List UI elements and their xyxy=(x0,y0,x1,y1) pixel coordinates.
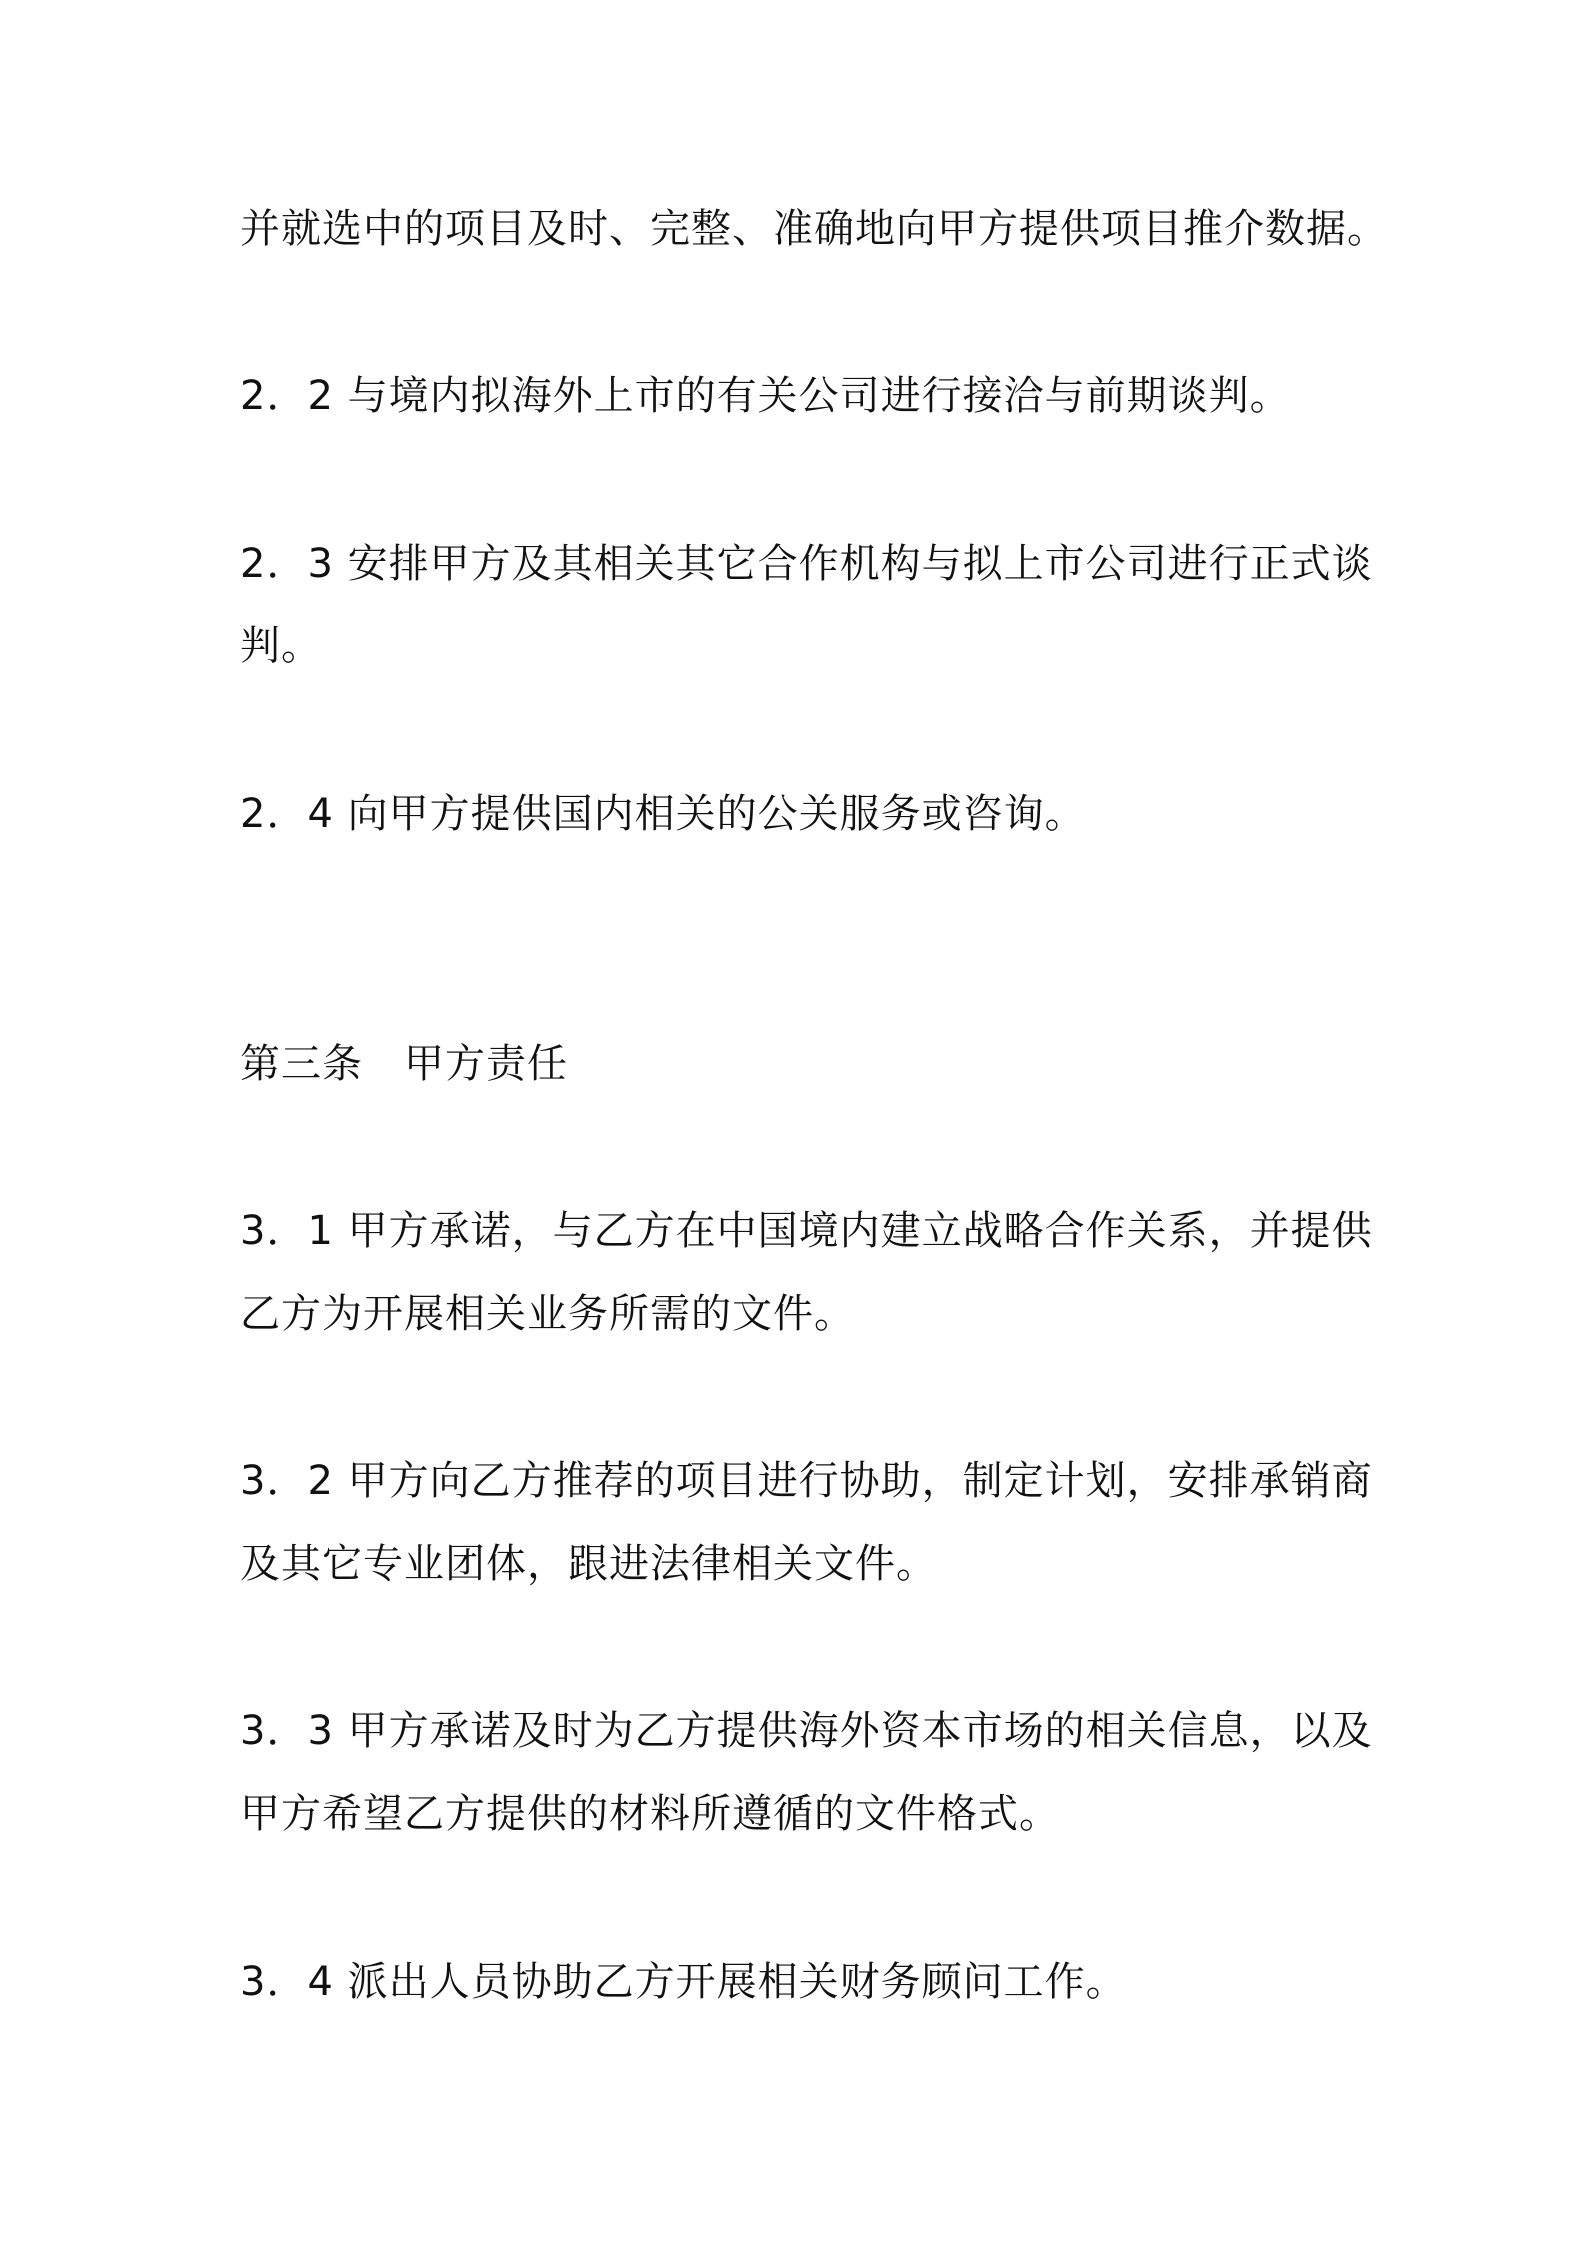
clause-2-1-continuation: 并就选中的项目及时、完整、准确地向甲方提供项目推介数据。 xyxy=(240,206,1388,252)
clause-3-2-line-1: 3．2 甲方向乙方推荐的项目进行协助，制定计划，安排承销商 xyxy=(240,1458,1373,1504)
clause-2-2: 2．2 与境内拟海外上市的有关公司进行接洽与前期谈判。 xyxy=(240,373,1291,419)
clause-3-4: 3．4 派出人员协助乙方开展相关财务顾问工作。 xyxy=(240,1959,1127,2005)
section-heading-article-3: 第三条 甲方责任 xyxy=(240,1041,568,1087)
clause-3-3-line-2: 甲方希望乙方提供的材料所遵循的文件格式。 xyxy=(240,1791,1060,1837)
clause-3-2-line-2: 及其它专业团体，跟进法律相关文件。 xyxy=(240,1541,937,1587)
clause-3-1-line-1: 3．1 甲方承诺，与乙方在中国境内建立战略合作关系，并提供 xyxy=(240,1208,1373,1254)
clause-2-3-line-1: 2．3 安排甲方及其相关其它合作机构与拟上市公司进行正式谈 xyxy=(240,541,1373,587)
clause-2-3-line-2: 判。 xyxy=(240,623,322,669)
clause-3-3-line-1: 3．3 甲方承诺及时为乙方提供海外资本市场的相关信息，以及 xyxy=(240,1708,1373,1754)
clause-3-1-line-2: 乙方为开展相关业务所需的文件。 xyxy=(240,1291,855,1337)
clause-2-4: 2．4 向甲方提供国内相关的公关服务或咨询。 xyxy=(240,791,1086,837)
